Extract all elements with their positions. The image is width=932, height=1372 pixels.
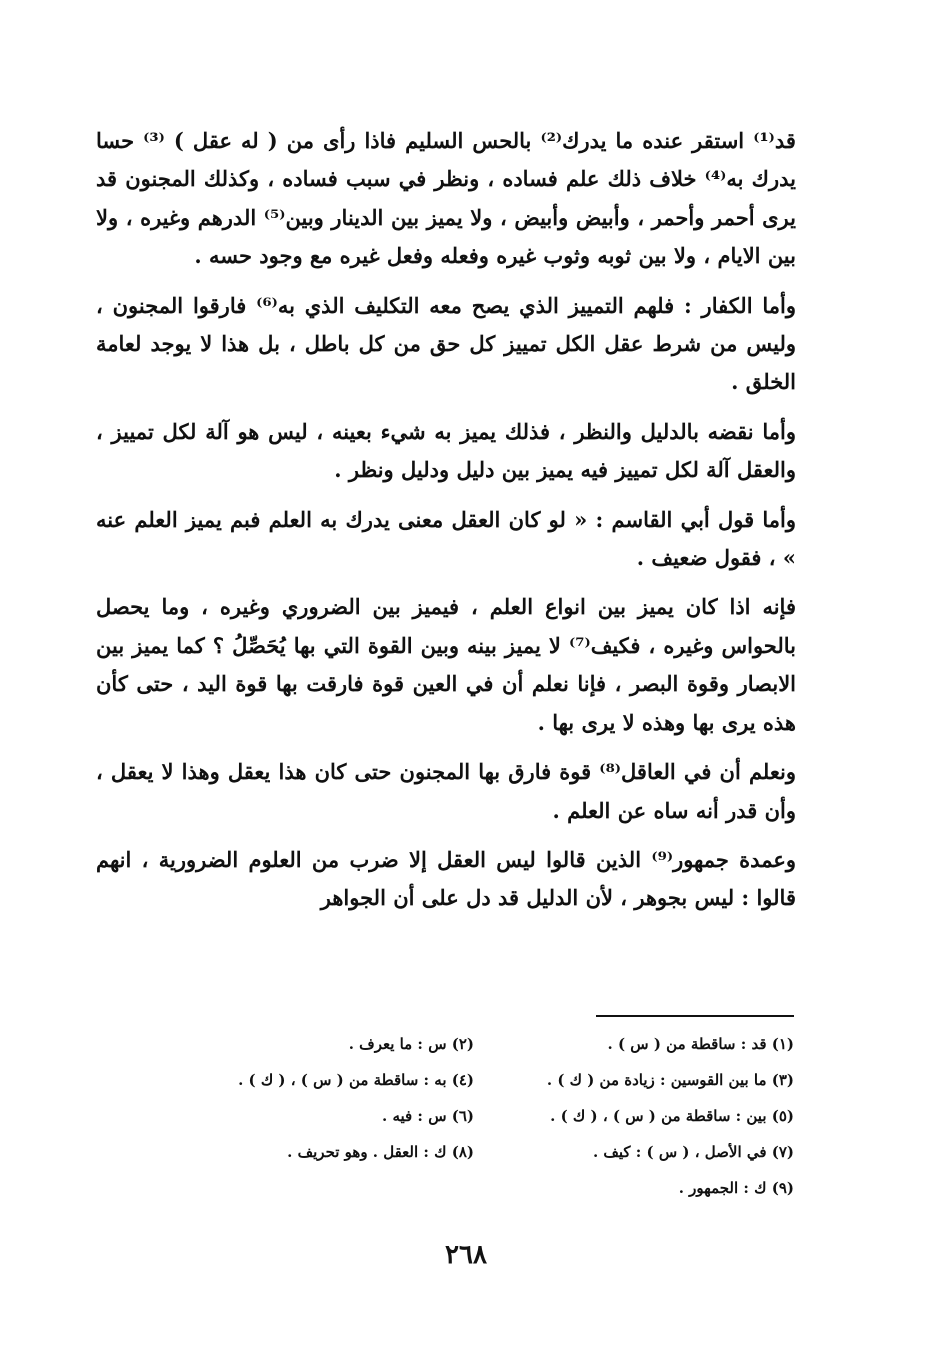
paragraph-3: وأما نقضه بالدليل والنظر ، فذلك يميز به شيء بعينه ، ليس هو آلة لكل تمييز ، والعقل آلة لكل تمييز فيه يميز بين دليل ودليل ونظر . (96, 418, 796, 483)
footnotes (120, 1026, 794, 1206)
paragraph-5: فإنه اذا كان يميز بين انواع العلم ، فيميز بين الضروري وغيره ، وما يحصل بالحواس وغيره ، فكيف⁽⁷⁾ لا يميز بينه وبين القوة التي بها يُحَصِّلُ ؟ كما يميز بين الابصار وقوة البصر ، فإنا نعلم أن في العين قوة فارقت بها قوة اليد ، حتى كأن هذه يرى بها وهذه لا يرى بها . (96, 594, 797, 735)
footnote-row (120, 1098, 794, 1134)
footnote-8: (٨) ك : العقل . وهو تحريف . (287, 1143, 474, 1161)
page-number: ٢٦٨ (445, 1240, 487, 1270)
footnote-row (120, 1026, 794, 1062)
paragraph-4: وأما قول أبي القاسم : « لو كان العقل معنى يدرك به العلم فبم يميز العلم عنه » ، فقول ضعيف . (96, 506, 796, 571)
footnote-5: (٥) بين : ساقطة من ( س ) ، ( ك ) . (550, 1107, 794, 1125)
footnote-row (120, 1134, 794, 1170)
footnote-separator (596, 1015, 794, 1017)
footnote-1: (١) قد : ساقطة من ( س ) . (607, 1035, 794, 1053)
footnote-row (120, 1170, 794, 1206)
footnote-4: (٤) به : ساقطة من ( س ) ، ( ك ) . (238, 1071, 474, 1089)
footnote-3: (٣) ما بين القوسين : زيادة من ( ك ) . (546, 1071, 794, 1089)
paragraph-2: وأما الكفار : فلهم التمييز الذي يصح معه التكليف الذي به⁽⁶⁾ فارقوا المجنون ، وليس من شرط عقل الكل تمييز كل حق من كل باطل ، بل هذا لا يوجد لعامة الخلق . (96, 292, 796, 395)
footnote-2: (٢) س : ما يعرف . (348, 1035, 474, 1053)
paragraph-1: قد⁽¹⁾ استقر عنده ما يدرك⁽²⁾ بالحس السليم فاذا رأى من ( له عقل ) ⁽³⁾ حسا يدرك به⁽⁴⁾ خلاف ذلك علم فساده ، ونظر في سبب فساده ، وكذلك المجنون قد يرى أحمر وأحمر ، وأبيض وأبيض ، ولا يميز بين الدينار وبين⁽⁵⁾ الدرهم وغيره ، ولا بين الايام ، ولا بين ثوبه وثوب غيره وفعله وفعل غيره مع وجود حسه . (96, 128, 796, 269)
paragraph-6: ونعلم أن في العاقل⁽⁸⁾ قوة فارق بها المجنون حتى كان هذا يعقل وهذا لا يعقل ، وأن قدر أنه ساه عن العلم . (96, 759, 796, 823)
footnote-7: (٧) في الأصل ، ( س ) : كيف . (592, 1143, 794, 1161)
footnote-6: (٦) س : فيه . (382, 1107, 474, 1125)
main-text-block (96, 122, 796, 929)
paragraph-7: وعمدة جمهور⁽⁹⁾ الذين قالوا ليس العقل إلا ضرب من العلوم الضرورية ، انهم قالوا : ليس بجوهر ، لأن الدليل قد دل على أن الجواهر (96, 846, 797, 911)
footnote-row (120, 1062, 794, 1098)
footnote-9: (٩) ك : الجمهور . (678, 1179, 794, 1197)
